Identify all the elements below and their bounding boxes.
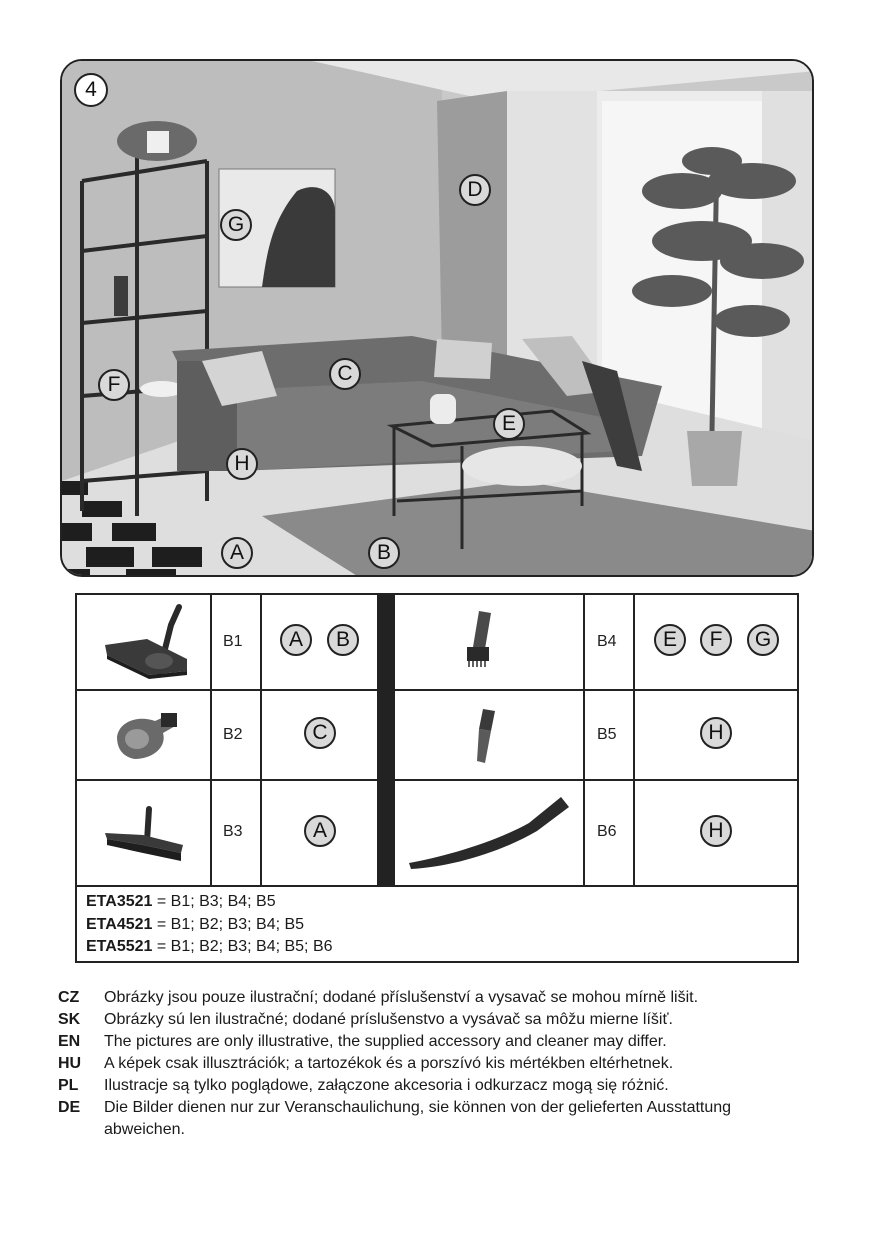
living-room-photo — [60, 59, 814, 577]
area-badge: G — [747, 624, 779, 656]
note-sk: SK Obrázky sú len ilustračné; dodané príslušenstvo a vysávač sa môžu mierne líšiť. — [58, 1011, 673, 1028]
accessory-code-b5: B5 — [597, 726, 617, 743]
turbo-brush-icon — [113, 707, 179, 763]
model-row: ETA5521 = B1; B2; B3; B4; B5; B6 — [86, 938, 333, 955]
disclaimer-notes — [58, 987, 838, 1141]
area-label-e: E — [493, 408, 525, 440]
accessory-code-b2: B2 — [223, 726, 243, 743]
parquet-brush-icon — [103, 805, 185, 865]
area-badge: E — [654, 624, 686, 656]
area-badge: H — [700, 717, 732, 749]
step-number-badge — [74, 73, 108, 107]
model-row: ETA3521 = B1; B3; B4; B5 — [86, 893, 276, 910]
accessory-table — [75, 593, 799, 963]
area-label-d: D — [459, 174, 491, 206]
model-list — [86, 891, 333, 959]
area-label-f: F — [98, 369, 130, 401]
area-badge: H — [700, 815, 732, 847]
accessory-code-b3: B3 — [223, 823, 243, 840]
accessory-code-b1: B1 — [223, 633, 243, 650]
area-badge: C — [304, 717, 336, 749]
note-pl: PL Ilustracje są tylko poglądowe, załączone akcesoria i odkurzacz mogą się różnić. — [58, 1077, 669, 1094]
area-badge: A — [304, 815, 336, 847]
note-de: DE Die Bilder dienen nur zur Veranschaulichung, sie können von der gelieferten Ausstattung abweichen. — [58, 1099, 732, 1138]
living-room-illustration — [62, 61, 814, 577]
note-hu: HU A képek csak illusztrációk; a tartozékok és a porszívó kis mértékben eltérhetnek. — [58, 1055, 674, 1072]
dusting-nozzle-icon — [461, 609, 501, 671]
long-crevice-nozzle-icon — [403, 791, 571, 871]
area-label-h: H — [226, 448, 258, 480]
accessory-code-b6: B6 — [597, 823, 617, 840]
model-row: ETA4521 = B1; B2; B3; B4; B5 — [86, 915, 305, 933]
floor-brush-icon — [99, 603, 191, 681]
step-number: 4 — [85, 78, 97, 101]
area-label-b: B — [368, 537, 400, 569]
area-label-c: C — [329, 358, 361, 390]
note-cz: CZ Obrázky jsou pouze ilustrační; dodané příslušenství a vysavač se mohou mírně lišit. — [58, 989, 699, 1006]
crevice-nozzle-icon — [469, 707, 505, 767]
area-label-g: G — [220, 209, 252, 241]
area-badge: B — [327, 624, 359, 656]
accessory-code-b4: B4 — [597, 633, 617, 650]
note-en: EN The pictures are only illustrative, the supplied accessory and cleaner may differ. — [58, 1033, 667, 1050]
area-badge: A — [280, 624, 312, 656]
area-badge: F — [700, 624, 732, 656]
area-label-a: A — [221, 537, 253, 569]
